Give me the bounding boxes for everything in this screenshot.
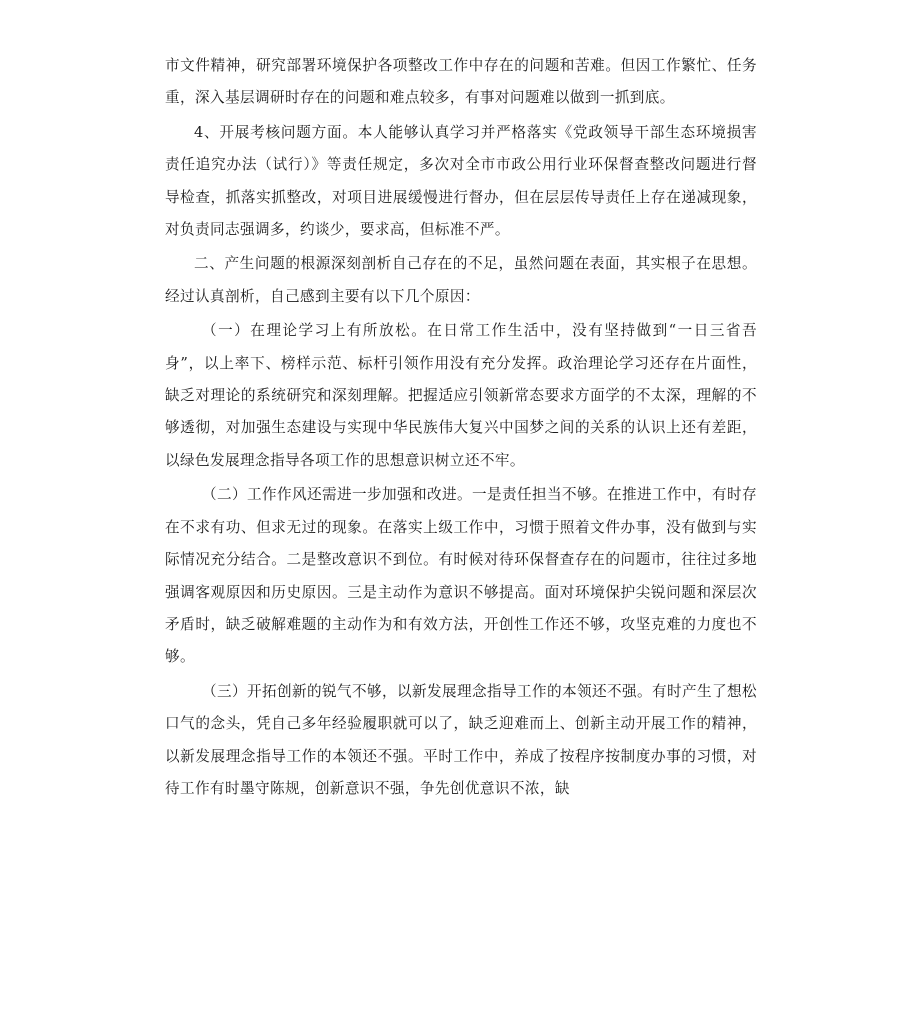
paragraph-continuation: 市文件精神，研究部署环境保护各项整改工作中存在的问题和苦难。但因工作繁忙、任务重，深入基层调研时存在的问题和难点较多，有事对问题难以做到一抓到底。 (165, 57, 757, 107)
document-page (165, 50, 757, 807)
paragraph-reason-1: （一）在理论学习上有所放松。在日常工作生活中，没有坚持做到“一日三省吾身”，以上率下、榜样示范、标杆引领作用没有充分发挥。政治理论学习还存在片面性，缺乏对理论的系统研究和深刻理解。把握适应引领新常态要求方面学的不太深，理解的不够透彻，对加强生态建设与实现中华民族伟大复兴中国梦之间的关系的认识上还有差距，以绿色发展理念指导各项工作的思想意识树立还不牢。 (165, 322, 757, 469)
paragraph-item-4: 4、开展考核问题方面。本人能够认真学习并严格落实《党政领导干部生态环境损害责任追究办法（试行）》等责任规定，多次对全市市政公用行业环保督查整改问题进行督导检查，抓落实抓整改，对项目进展缓慢进行督办，但在层层传导责任上存在递减现象，对负责同志强调多，约谈少，要求高，但标准不严。 (165, 123, 757, 239)
paragraph-reason-2: （二）工作作风还需进一步加强和改进。一是责任担当不够。在推进工作中，有时存在不求有功、但求无过的现象。在落实上级工作中，习惯于照着文件办事，没有做到与实际情况充分结合。二是整改意识不到位。有时候对待环保督查存在的问题市，往往过多地强调客观原因和历史原因。三是主动作为意识不够提高。面对环境保护尖锐问题和深层次矛盾时，缺乏破解难题的主动作为和有效方法，开创性工作还不够，攻坚克难的力度也不够。 (165, 486, 757, 666)
paragraph-reason-3: （三）开拓创新的锐气不够，以新发展理念指导工作的本领还不强。有时产生了想松口气的念头，凭自己多年经验履职就可以了，缺乏迎难而上、创新主动开展工作的精神，以新发展理念指导工作的本领还不强。平时工作中，养成了按程序按制度办事的习惯，对待工作有时墨守陈规，创新意识不强，争先创优意识不浓，缺 (165, 682, 757, 797)
paragraph-section-2: 二、产生问题的根源深刻剖析自己存在的不足，虽然问题在表面，其实根子在思想。经过认真剖析，自己感到主要有以下几个原因： (165, 255, 757, 305)
